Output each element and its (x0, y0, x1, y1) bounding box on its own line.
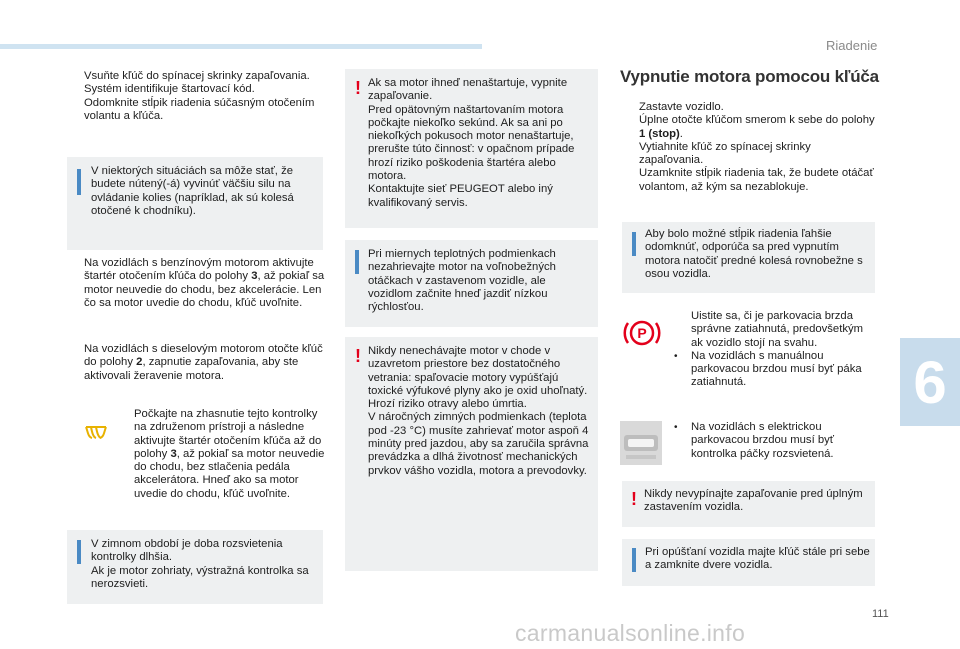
warning-icon: ! (631, 489, 637, 509)
info-icon (632, 232, 636, 256)
info-box: Aby bolo možné stĺpik riadenia ľahšie odomknúť, odporúča sa pred vypnutím motora natočiť predné kolesá rovnobežne s osou vozidla. (622, 222, 875, 293)
info-icon (632, 548, 636, 572)
info-icon (77, 540, 81, 564)
electric-brake-lever-image (620, 421, 662, 465)
start-steps (67, 70, 327, 123)
page-number: 111 (872, 608, 889, 620)
section-title: Riadenie (826, 38, 878, 53)
warning-box: ! Ak sa motor ihneď nenaštartuje, vypnite zapaľovanie. Pred opätovným naštartovaním motora počkajte niekoľko sekúnd. Ak sa ani po niekoľkých pokusoch motor nenaštartuje, prerušte túto činnosť: v opačnom prípade hrozí riziko poškodenia štartéra alebo motora. Kontaktujte sieť PEUGEOT alebo iný kvalifikovaný servis. (345, 69, 598, 228)
info-box: Pri miernych teplotných podmienkach nezahrievajte motor na voľnobežných otáčkach v zastavenom vozidle, ale vozidlom začnite hneď jazdiť nízkou rýchlosťou. (345, 240, 598, 327)
svg-text:P: P (637, 325, 647, 341)
info-box: Pri opúšťaní vozidla majte kľúč stále pri sebe a zamknite dvere vozidla. (622, 539, 875, 586)
warning-icon: ! (355, 78, 361, 98)
section-heading: Vypnutie motora pomocou kľúča (620, 67, 879, 86)
watermark: carmanualsonline.info (515, 620, 746, 646)
info-box: V niektorých situáciách sa môže stať, že budete nútený(-á) vyvinúť väčšiu silu na ovládanie kolies (napríklad, ak sú kolesá otočené k chodníku). (67, 157, 323, 250)
parking-brake-icon (622, 316, 662, 350)
step-item: Odomknite stĺpik riadenia súčasným otočením volantu a kľúča. (84, 96, 315, 122)
bullet-icon: • (674, 350, 678, 362)
glow-plug-step: Počkajte na zhasnutie tejto kontrolky na združenom prístroji a následne aktivujte štartér otočením kľúča až do polohy 3, až pokiaľ sa motor neuvedie do chodu, bez stlačenia pedála akcelerátora. Hneď ako sa motor uvedie do chodu, kľúč uvoľnite. (134, 408, 325, 500)
diesel-start: Na vozidlách s dieselovým motorom otočte kľúč do polohy 2, zapnutie zapaľovania, aby ste aktivovali žeravenie motora. (84, 343, 323, 382)
electric-brake-note: • Na vozidlách s elektrickou parkovacou brzdou musí byť kontrolka páčky rozsvietená. (674, 421, 835, 460)
chapter-tab: 6 (900, 338, 960, 426)
warning-icon: ! (355, 346, 361, 366)
petrol-start: Na vozidlách s benzínovým motorom aktivujte štartér otočením kľúča do polohy 3, až pokiaľ sa motor neuvedie do chodu, bez akcelerácie. Len čo sa motor uvedie do chodu, kľúč uvoľnite. (84, 257, 325, 309)
info-box: V zimnom období je doba rozsvietenia kontrolky dlhšia. Ak je motor zohriaty, výstražná kontrolka sa nerozsvieti. (67, 530, 323, 604)
info-icon (355, 250, 359, 274)
warning-box: ! Nikdy nenechávajte motor v chode v uzavretom priestore bez dostatočného vetrania: spaľovacie motory vypúšťajú toxické výfukové plyny ako je oxid uhoľnatý. Hrozí riziko otravy alebo úmrtia. V náročných zimných podmienkach (teplota pod -23 °C) musíte zahrievať motor aspoň 4 minúty pred jazdou, aby sa zaručila správna prevádzka a dlhá životnosť mechanických prvkov vášho vozidla, motora a prevodovky. (345, 337, 598, 571)
step-item: Vsuňte kľúč do spínacej skrinky zapaľovania. Systém identifikuje štartovací kód. (84, 70, 310, 96)
top-accent-bar (0, 44, 482, 49)
info-icon (77, 169, 81, 195)
glow-plug-icon (84, 424, 108, 440)
stop-steps: Zastavte vozidlo. Úplne otočte kľúčom smerom k sebe do polohy 1 (stop). Vytiahnite kľúč zo spínacej skrinky zapaľovania. Uzamknite stĺpik riadenia tak, že budete otáčať volantom, až kým sa nezablokuje. (639, 101, 875, 193)
bullet-icon: • (674, 422, 678, 433)
parking-brake-notes: Uistite sa, či je parkovacia brzda správne zatiahnutá, predovšetkým ak vozidlo stojí na svahu. • Na vozidlách s manuálnou parkovacou brzdou musí byť páka zatiahnutá. (674, 310, 864, 389)
warning-box: ! Nikdy nevypínajte zapaľovanie pred úplným zastavením vozidla. (622, 481, 875, 527)
